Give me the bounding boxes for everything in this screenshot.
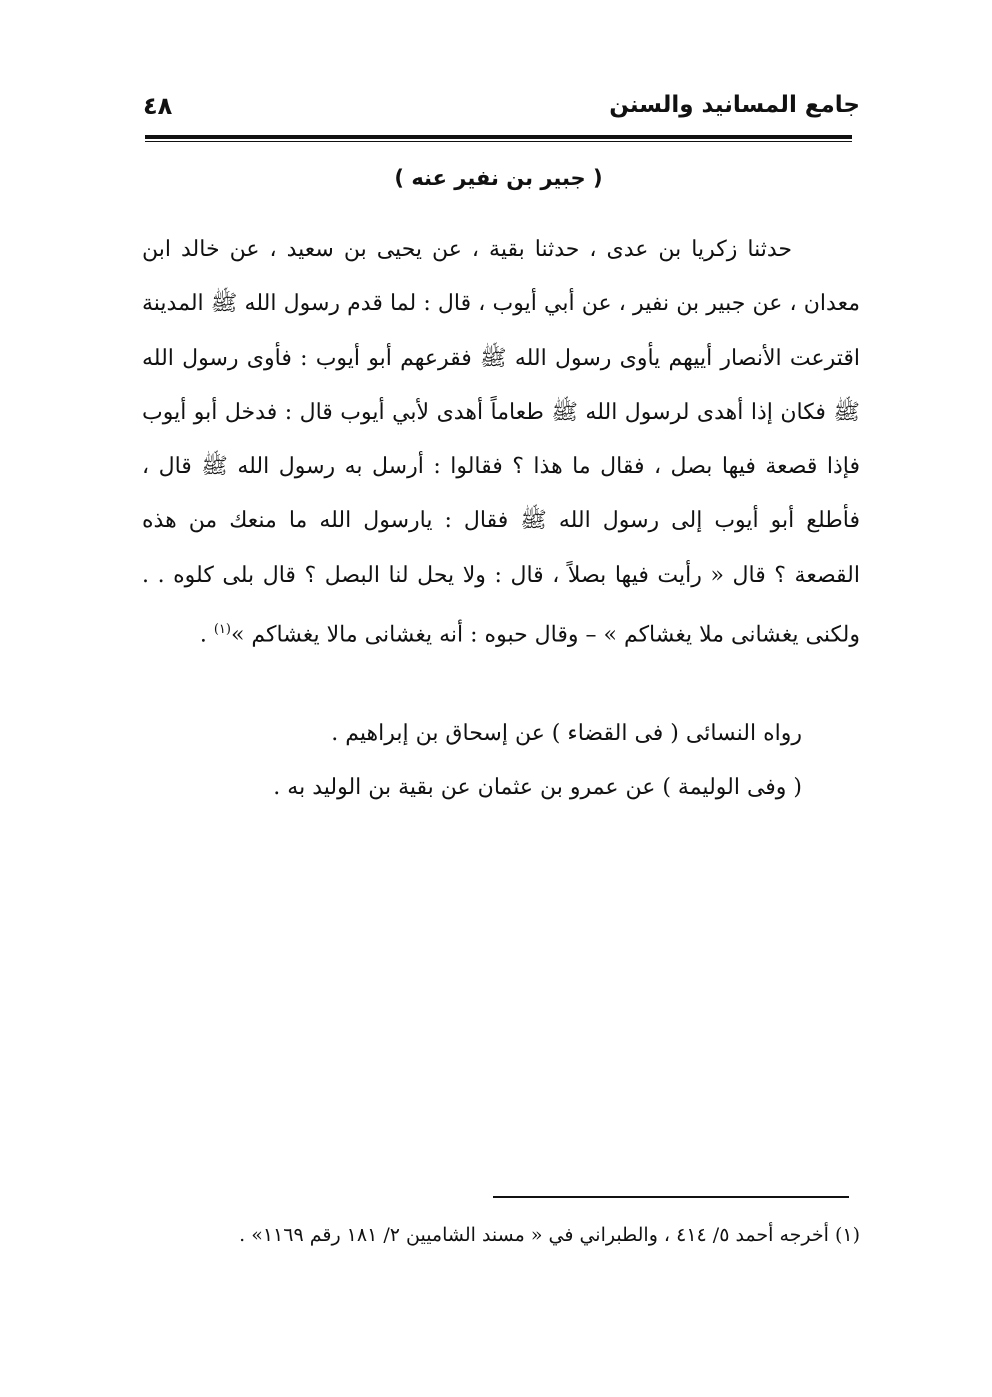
page-number: ٤٨: [143, 92, 173, 120]
hadith-body: [142, 223, 860, 663]
narration-block: [273, 707, 802, 815]
section-heading: ( جبير بن نفير عنه ): [394, 166, 603, 190]
hadith-text: حدثنا زكريا بن عدى ، حدثنا بقية ، عن يحيى بن سعيد ، عن خالد ابن معدان ، عن جبير بن نفير ، عن أبي أيوب ، قال : لما قدم رسول الله ﷺ المدينة اقترعت الأنصار أييهم يأوى رسول الله ﷺ فقرعهم أبو أيوب : فأوى رسول الله ﷺ فكان إذا أهدى لرسول الله ﷺ طعاماً أهدى لأبي أيوب قال : فدخل أبو أيوب فإذا قصعة فيها بصل ، فقال ما هذا ؟ فقالوا : أرسل به رسول الله ﷺ قال ، فأطلع أبو أيوب إلى رسول الله ﷺ فقال : يارسول الله ما منعك من هذه القصعة ؟ قال « رأيت فيها بصلاً ، قال : ولا يحل لنا البصل ؟ قال بلى كلوه . . ولكنى يغشانى ملا يغشاكم » – وقال حبوه : أنه يغشانى مالا يغشاكم »: [142, 237, 860, 648]
narration-line-1: رواه النسائى ( فى القضاء ) عن إسحاق بن إبراهيم .: [331, 721, 802, 746]
hadith-end: .: [199, 622, 214, 648]
footnote: [142, 1214, 860, 1256]
narration-line-2: ( وفى الوليمة ) عن عمرو بن عثمان عن بقية بن الوليد به .: [273, 775, 802, 800]
footnote-marker: (١): [213, 622, 231, 638]
hadith-paragraph: [142, 223, 860, 663]
footnote-text: (١) أخرجه أحمد ٥/ ٤١٤ ، والطبراني في « مسند الشاميين ٢/ ١٨١ رقم ١١٦٩» .: [239, 1224, 860, 1246]
header-rule: [145, 135, 852, 142]
running-title: جامع المسانيد والسنن: [609, 92, 860, 118]
footnote-rule: [493, 1196, 849, 1198]
